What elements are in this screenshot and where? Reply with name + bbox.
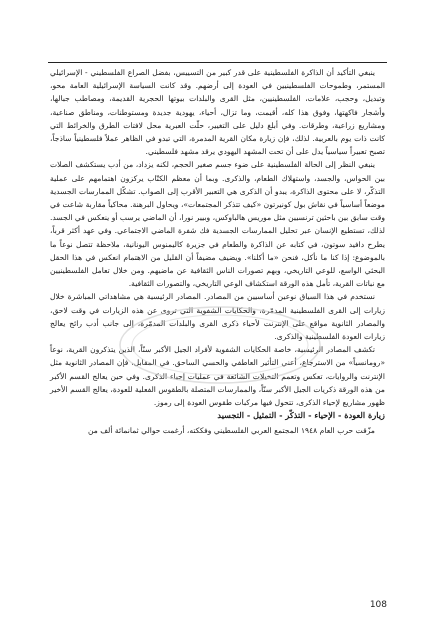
paragraph: ينبغي التأكيد أن الذاكرة الفلسطينية على قدر كبير من التسييس، بفضل الصراع الفلسطيني - الإسرائيلي المستمر، وطموحات الفلسطينيين في العودة إلى أرضهم. وقد كانت السياسة الإسرائيلية العامة محو، وتبديل، وحجب، علامات، الفلسطينيين، مثل القرى والبلدات بيوتها الحجرية القديمة، ومصاطب جبالها، وأشجار فاكهتها، وفوق هذا كله، أقيمت، وما تزال، أحياء، يهودية جديدة ومستوطنات، ومناطق صناعية، ومشاريع زراعية، وطرقات. وفي أبلغ دليل على التغيير، حلّت العبرية محل لافتات الطرق والخرائط التي كانت ذات يوم بالعربية. لذلك، فإن زيارة مكان القرية المدمرة، التي تبدو في الظاهر عملاً فلسطينياً ساذجاً، تصبح تعبيراً سياسياً يدل على أن تحت المشهد اليهودي يرقد مشهد فلسطيني. — [50, 68, 385, 157]
paragraph: ينبغي النظر إلى الحالة الفلسطينية على ضوء جسم صغير الحجم، لكنه يزداد، من أدب يستكشف الصلات بين الحواس، والجسد، واستهلاك الطعام، والذكرى. وبما أن معظم الكتّاب يركزون اهتمامهم على عملية التذكّر، لا على محتوى الذاكرة، يبدو أن الذكرى هي التعبير الأقرب إلى الصواب. تشكّل الممارسات الجسدية موضعاً أساسياً في نقاش بول كونيرتون «كيف تتذكر المجتمعات»، ويحاول البرهنة. محاكياً مقاربة شاعت في وقت سابق بين باحثين ترنسيين مثل موريس هالباوكس، وبيير نورا، أن الماضي يرسب أو ينعكس في الجسد. لذلك، تستطيع الإنسان عبر تحليل الممارسات الجسدية فك شفرة الماضي الاجتماعي. وفي عهد أكثر قرباً، يطرح دافيد سوتون، في كتابه عن الذاكرة والطعام في جزيرة كاليمنوس اليونانية، ملاحظة تتصل نوعاً ما بالموضوع: إذا كنا ما نأكل، فنحن «ما أكلنا». ويضيف مضيفاً أن القليل من الاهتمام انعكس في هذا الحقل البحثي الواسع، للوعي التاريخي، وبهم تصورات الناس الثقافية عن ماضيهم. ومن خلال تعامل الفلسطينيين مع نباتات القرية، تأمل هذه الورقة استكشاف الوعي التاريخي، والتصورات الثقافية. — [50, 160, 385, 289]
header-rule — [48, 62, 387, 63]
section-heading: زيارة العودة - الإحياء - التذكّر - التمثيل - التجسيد — [217, 410, 385, 421]
paragraph: مزّقت حرب العام ١٩٤٨ المجتمع العربي الفلسطيني وفككته، أرغمت حوالي ثمانمائة ألف من — [87, 426, 375, 436]
page-number: 108 — [369, 600, 387, 610]
paragraph: نستخدم في هذا السياق نوعين أساسيين من المصادر. المصادر الرئيسية هي مشاهداتي المباشرة خلال زيارات إلى القرى الفلسطينية المدمّرة، والحكايات الشفوية التي تروى عن هذه الزيارات في وقت لاحق، والمصادر الثانوية مواقع على الإنترنت لأحياء ذكرى القرى والبلدات المدمّرة، إلى جانب أدب رائج يعالج زيارات العودة الفلسطينية والذكرى. — [50, 292, 385, 342]
paragraph: تكشف المصادر الرئيسية، خاصة الحكايات الشفوية لأفراد الجيل الأكبر سنّاً، الذين يتذكرون القرية، نوعاً «رومانسياً» من الاسترجاع، أعني التأثير العاطفي والحسي الساحق. في المقابل، فإن المصادر الثانوية مثل الإنترنت والروايات، تعكس وتعمم التخيلات الشائعة في عمليات إحياء الذكرى. وفي حين يعالج القسم الأكبر من هذه الورقة ذكريات الجيل الأكبر سنّاً، والممارسات المتصلة بالطقوس الفعلية للعودة، يعالج القسم الأخير ظهور مشاريع لإحياء الذكرى، تتحول فيها مركبات طقوس العودة إلى رموز. — [50, 345, 385, 408]
body-text — [50, 66, 385, 438]
